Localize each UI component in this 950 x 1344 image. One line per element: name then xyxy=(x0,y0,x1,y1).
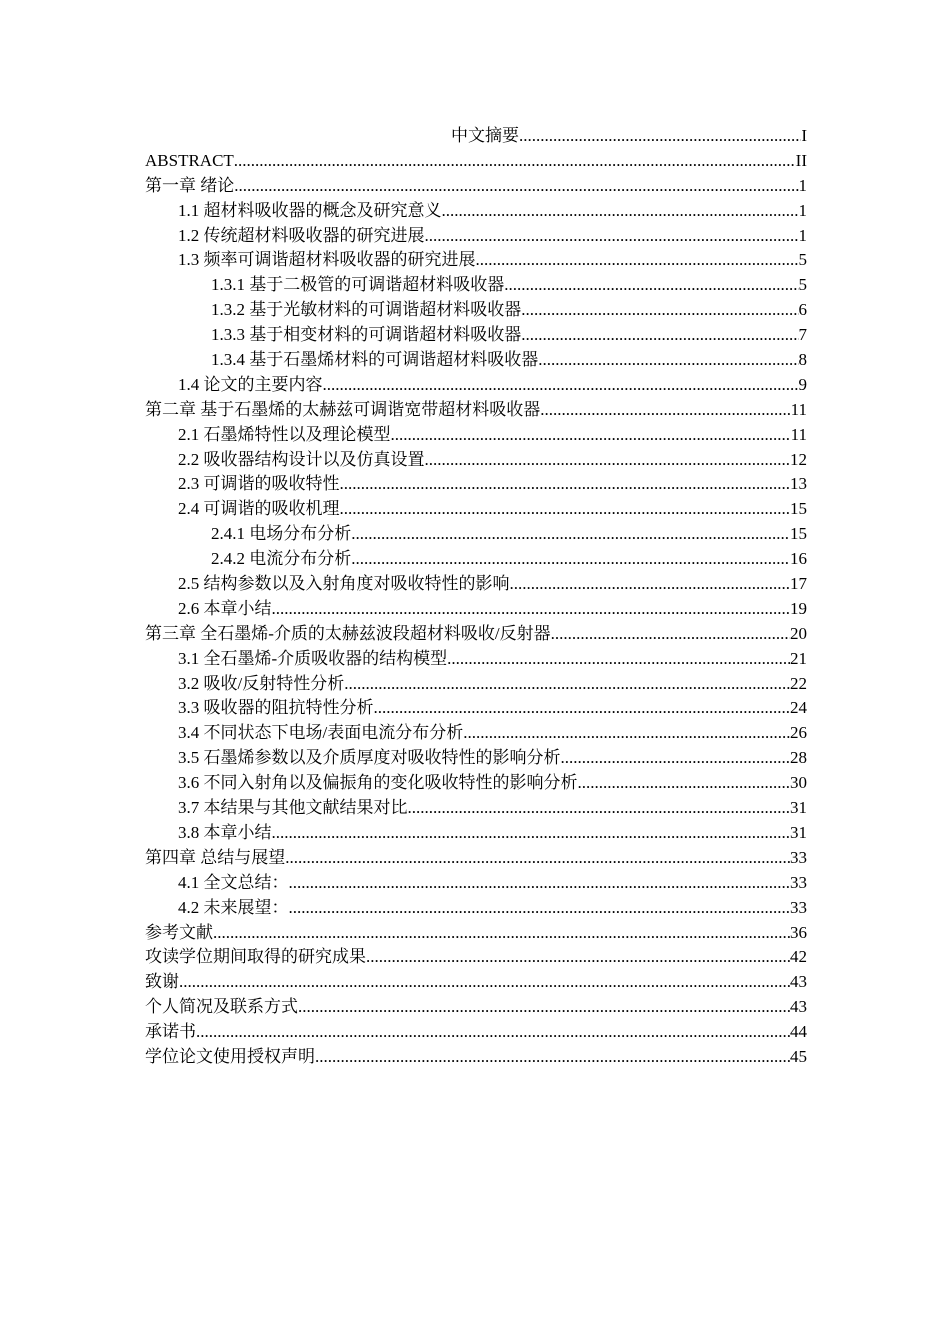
toc-dot-leader xyxy=(323,373,799,398)
toc-entry-page-number: 20 xyxy=(790,623,807,643)
toc-entry-title: 第四章 总结与展望 xyxy=(145,847,286,867)
toc-dot-leader xyxy=(298,995,790,1020)
toc-entry-page-number: 7 xyxy=(798,325,807,345)
toc-entry-page-number: 12 xyxy=(790,449,807,469)
toc-entry-title: 2.4.2 电流分布分析 xyxy=(211,549,352,569)
toc-entry-page-number: 1 xyxy=(798,175,807,195)
toc-dot-leader xyxy=(391,423,791,448)
toc-entry-page-number: II xyxy=(795,150,807,170)
toc-entry-title: ABSTRACT xyxy=(145,150,234,170)
toc-entry[interactable] xyxy=(145,721,807,746)
toc-entry-page-number: 16 xyxy=(790,549,807,569)
toc-dot-leader xyxy=(179,970,790,995)
toc-entry-page-number: 36 xyxy=(790,922,807,942)
toc-entry-page-number: 33 xyxy=(790,872,807,892)
toc-dot-leader xyxy=(234,149,796,174)
toc-dot-leader xyxy=(521,323,798,348)
toc-dot-leader xyxy=(344,672,790,697)
toc-dot-leader xyxy=(425,448,791,473)
toc-entry-title: 学位论文使用授权声明 xyxy=(145,1046,315,1066)
toc-entry-title: 1.2 传统超材料吸收器的研究进展 xyxy=(178,225,425,245)
toc-entry-title: 3.7 本结果与其他文献结果对比 xyxy=(178,798,408,818)
toc-entry[interactable] xyxy=(145,921,807,946)
toc-entry-title: 个人简况及联系方式 xyxy=(145,997,298,1017)
toc-entry-title: 2.1 石墨烯特性以及理论模型 xyxy=(178,424,391,444)
toc-entry[interactable] xyxy=(145,572,807,597)
toc-entry[interactable] xyxy=(145,124,807,149)
toc-entry[interactable] xyxy=(145,846,807,871)
toc-dot-leader xyxy=(351,547,790,572)
toc-entry[interactable] xyxy=(145,547,807,572)
toc-entry-title: 2.6 本章小结 xyxy=(178,598,272,618)
toc-entry-page-number: 26 xyxy=(790,723,807,743)
toc-entry-page-number: 43 xyxy=(790,972,807,992)
toc-entry-title: 第二章 基于石墨烯的太赫兹可调谐宽带超材料吸收器 xyxy=(145,399,541,419)
toc-entry[interactable] xyxy=(145,398,807,423)
toc-dot-leader xyxy=(289,896,791,921)
toc-entry-page-number: 1 xyxy=(798,225,807,245)
toc-entry[interactable] xyxy=(145,672,807,697)
toc-dot-leader xyxy=(510,572,791,597)
toc-entry[interactable] xyxy=(145,298,807,323)
toc-entry-page-number: 6 xyxy=(798,300,807,320)
toc-entry[interactable] xyxy=(145,323,807,348)
toc-entry[interactable] xyxy=(145,821,807,846)
toc-entry-page-number: 33 xyxy=(790,847,807,867)
toc-entry[interactable] xyxy=(145,746,807,771)
toc-entry-title: 2.4.1 电场分布分析 xyxy=(211,524,352,544)
toc-dot-leader xyxy=(504,273,798,298)
toc-entry-title: 1.3.1 基于二极管的可调谐超材料吸收器 xyxy=(211,275,505,295)
toc-entry[interactable] xyxy=(145,896,807,921)
toc-entry[interactable] xyxy=(145,174,807,199)
toc-entry-page-number: 15 xyxy=(790,499,807,519)
toc-dot-leader xyxy=(540,398,790,423)
toc-entry[interactable] xyxy=(145,945,807,970)
toc-entry[interactable] xyxy=(145,472,807,497)
toc-entry-title: 3.1 全石墨烯-介质吸收器的结构模型 xyxy=(178,648,448,668)
toc-entry-title: 中文摘要 xyxy=(451,126,519,145)
toc-dot-leader xyxy=(476,248,799,273)
toc-entry-page-number: 28 xyxy=(790,748,807,768)
toc-dot-leader xyxy=(272,821,791,846)
toc-entry[interactable] xyxy=(145,373,807,398)
toc-entry[interactable] xyxy=(145,871,807,896)
toc-entry-page-number: 22 xyxy=(790,673,807,693)
toc-dot-leader xyxy=(519,124,801,149)
toc-entry-page-number: 5 xyxy=(798,275,807,295)
table-of-contents xyxy=(145,124,807,1070)
toc-entry[interactable] xyxy=(145,696,807,721)
toc-entry-page-number: 42 xyxy=(790,947,807,967)
toc-entry-title: 1.4 论文的主要内容 xyxy=(178,374,323,394)
toc-dot-leader xyxy=(340,472,791,497)
toc-entry-page-number: 33 xyxy=(790,897,807,917)
toc-entry-page-number: 13 xyxy=(790,474,807,494)
toc-entry-page-number: 17 xyxy=(790,574,807,594)
toc-entry-title: 1.3.2 基于光敏材料的可调谐超材料吸收器 xyxy=(211,300,522,320)
toc-entry-title: 3.8 本章小结 xyxy=(178,822,272,842)
toc-entry-page-number: 44 xyxy=(790,1022,807,1042)
toc-dot-leader xyxy=(521,298,798,323)
toc-entry-title: 3.6 不同入射角以及偏振角的变化吸收特性的影响分析 xyxy=(178,773,578,793)
toc-dot-leader xyxy=(366,945,790,970)
toc-entry-title: 参考文献 xyxy=(145,922,213,942)
toc-dot-leader xyxy=(551,622,790,647)
toc-entry[interactable] xyxy=(145,1020,807,1045)
toc-entry-page-number: 1 xyxy=(798,200,807,220)
toc-entry-page-number: 31 xyxy=(790,798,807,818)
toc-entry-title: 2.3 可调谐的吸收特性 xyxy=(178,474,340,494)
toc-entry-page-number: 45 xyxy=(790,1046,807,1066)
toc-entry-page-number: 30 xyxy=(790,773,807,793)
toc-entry-page-number: 31 xyxy=(790,822,807,842)
toc-dot-leader xyxy=(463,721,790,746)
toc-dot-leader xyxy=(351,522,790,547)
toc-entry[interactable] xyxy=(145,348,807,373)
toc-entry[interactable] xyxy=(145,622,807,647)
toc-entry-page-number: 8 xyxy=(798,350,807,370)
toc-entry[interactable] xyxy=(145,1045,807,1070)
toc-entry[interactable] xyxy=(145,273,807,298)
toc-entry-page-number: 11 xyxy=(790,399,807,419)
toc-entry[interactable] xyxy=(145,224,807,249)
toc-entry[interactable] xyxy=(145,497,807,522)
toc-entry-title: 1.3.4 基于石墨烯材料的可调谐超材料吸收器 xyxy=(211,350,539,370)
toc-dot-leader xyxy=(561,746,791,771)
toc-entry-title: 2.4 可调谐的吸收机理 xyxy=(178,499,340,519)
toc-entry-title: 致谢 xyxy=(145,972,179,992)
toc-dot-leader xyxy=(272,597,791,622)
toc-entry[interactable] xyxy=(145,199,807,224)
toc-entry-title: 第三章 全石墨烯-介质的太赫兹波段超材料吸收/反射器 xyxy=(145,623,551,643)
toc-entry-page-number: 9 xyxy=(798,374,807,394)
toc-dot-leader xyxy=(234,174,798,199)
toc-dot-leader xyxy=(374,696,791,721)
toc-entry-page-number: 24 xyxy=(790,698,807,718)
toc-entry-title: 2.5 结构参数以及入射角度对吸收特性的影响 xyxy=(178,574,510,594)
toc-dot-leader xyxy=(538,348,798,373)
toc-entry-page-number: 5 xyxy=(798,250,807,270)
toc-entry[interactable] xyxy=(145,597,807,622)
toc-entry-page-number: I xyxy=(801,126,807,145)
toc-dot-leader xyxy=(425,224,799,249)
toc-entry-title: 3.4 不同状态下电场/表面电流分布分析 xyxy=(178,723,464,743)
toc-entry-page-number: 43 xyxy=(790,997,807,1017)
toc-entry-title: 1.1 超材料吸收器的概念及研究意义 xyxy=(178,200,442,220)
toc-entry-title: 2.2 吸收器结构设计以及仿真设置 xyxy=(178,449,425,469)
toc-entry[interactable] xyxy=(145,995,807,1020)
toc-entry[interactable] xyxy=(145,647,807,672)
toc-entry-title: 3.5 石墨烯参数以及介质厚度对吸收特性的影响分析 xyxy=(178,748,561,768)
toc-entry-title: 4.2 未来展望： xyxy=(178,897,289,917)
toc-entry-page-number: 19 xyxy=(790,598,807,618)
toc-entry-title: 第一章 绪论 xyxy=(145,175,235,195)
toc-dot-leader xyxy=(289,871,791,896)
toc-entry-title: 承诺书 xyxy=(145,1022,196,1042)
toc-entry[interactable] xyxy=(145,970,807,995)
toc-dot-leader xyxy=(578,771,791,796)
toc-entry-page-number: 15 xyxy=(790,524,807,544)
toc-entry-page-number: 11 xyxy=(790,424,807,444)
toc-dot-leader xyxy=(447,647,790,672)
toc-dot-leader xyxy=(442,199,799,224)
toc-entry[interactable] xyxy=(145,423,807,448)
toc-entry[interactable] xyxy=(145,149,807,174)
toc-entry[interactable] xyxy=(145,448,807,473)
toc-entry-title: 3.2 吸收/反射特性分析 xyxy=(178,673,345,693)
toc-entry-title: 3.3 吸收器的阻抗特性分析 xyxy=(178,698,374,718)
toc-dot-leader xyxy=(408,796,791,821)
toc-dot-leader xyxy=(285,846,790,871)
toc-dot-leader xyxy=(340,497,791,522)
toc-entry[interactable] xyxy=(145,248,807,273)
toc-entry-title: 1.3 频率可调谐超材料吸收器的研究进展 xyxy=(178,250,476,270)
toc-entry-title: 攻读学位期间取得的研究成果 xyxy=(145,947,366,967)
toc-entry-title: 4.1 全文总结： xyxy=(178,872,289,892)
toc-entry[interactable] xyxy=(145,771,807,796)
toc-entry[interactable] xyxy=(145,522,807,547)
toc-dot-leader xyxy=(213,921,790,946)
toc-dot-leader xyxy=(315,1045,790,1070)
toc-entry-page-number: 21 xyxy=(790,648,807,668)
toc-dot-leader xyxy=(196,1020,790,1045)
toc-entry[interactable] xyxy=(145,796,807,821)
toc-entry-title: 1.3.3 基于相变材料的可调谐超材料吸收器 xyxy=(211,325,522,345)
